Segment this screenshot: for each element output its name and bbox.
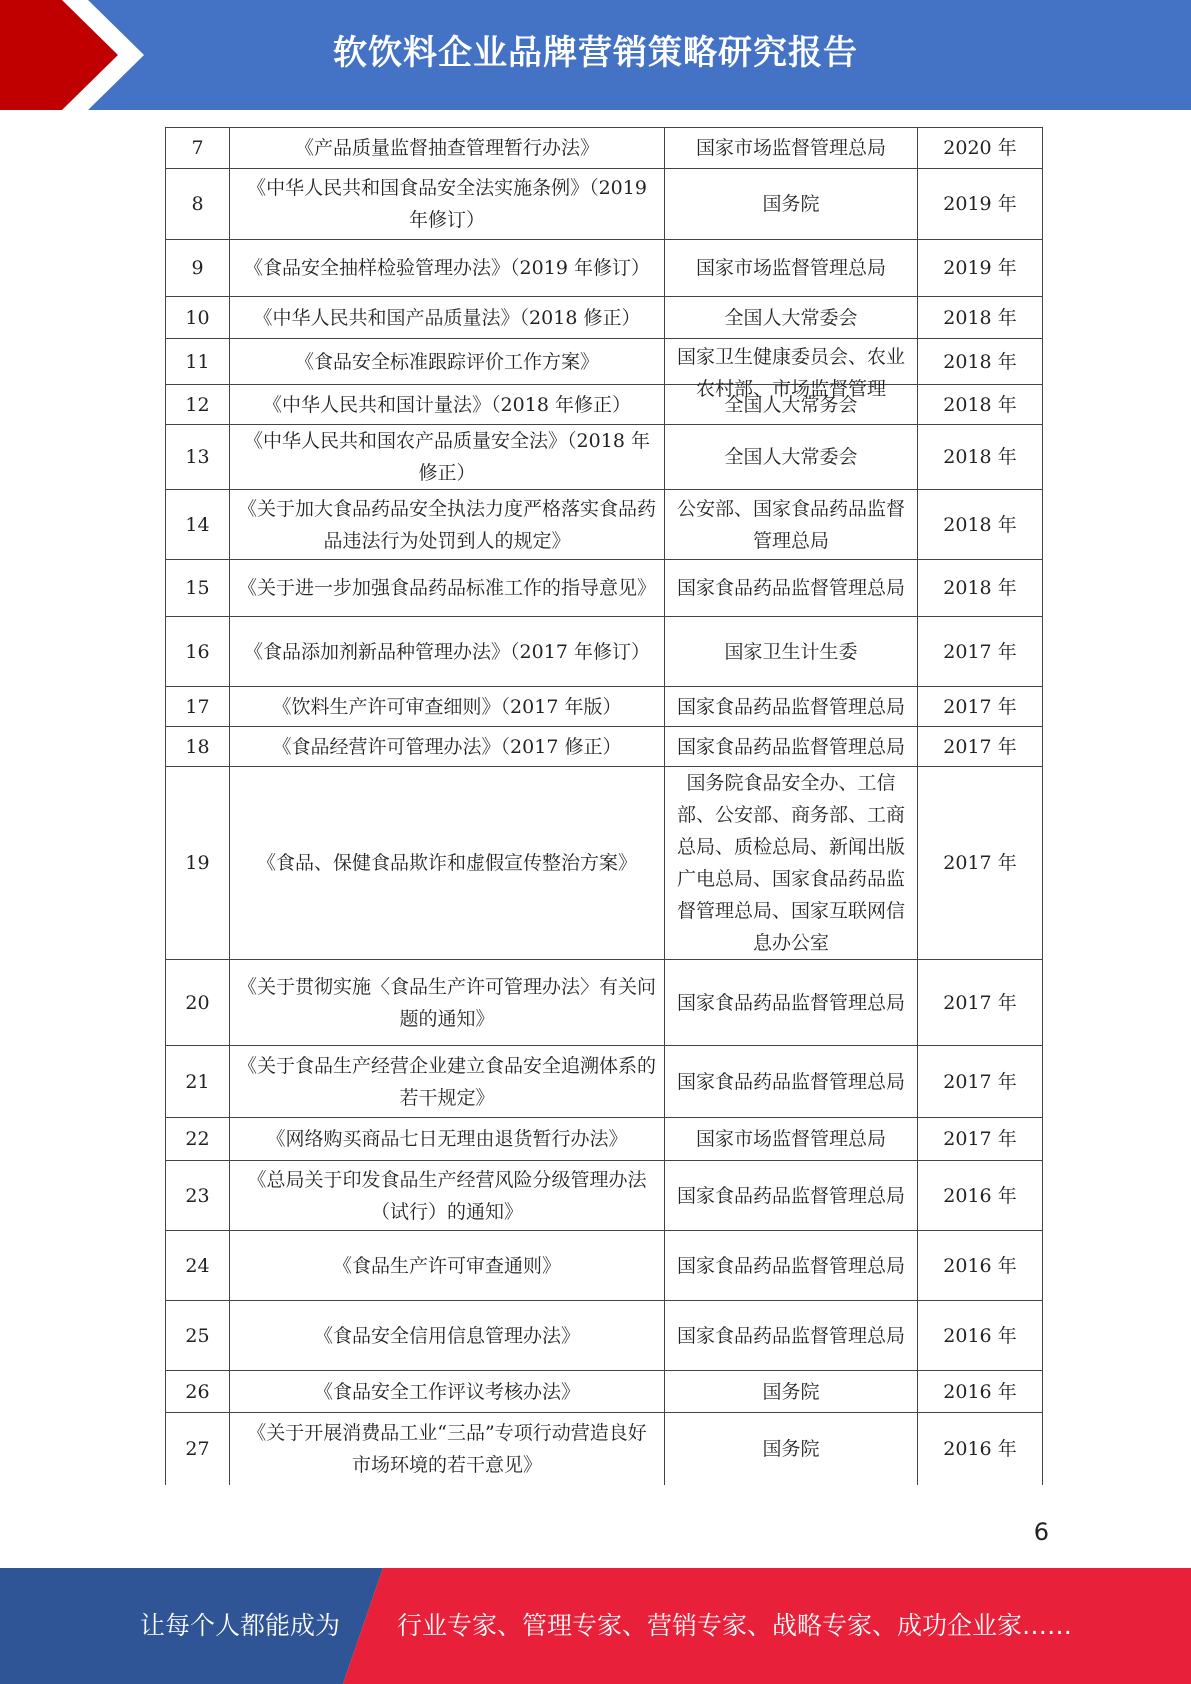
table-row	[166, 1118, 1043, 1161]
regulation-title: 《中华人民共和国产品质量法》（2018 修正）	[230, 297, 665, 339]
issue-year: 2017 年	[918, 1118, 1043, 1161]
table-row	[166, 169, 1043, 240]
row-number: 21	[166, 1046, 230, 1118]
row-number: 11	[166, 339, 230, 385]
table-row	[166, 560, 1043, 617]
row-number: 20	[166, 960, 230, 1046]
regulations-table-wrapper	[165, 127, 1026, 1485]
table-row	[166, 1371, 1043, 1413]
regulation-title: 《食品安全抽样检验管理办法》（2019 年修订）	[230, 240, 665, 297]
issue-year: 2016 年	[918, 1231, 1043, 1301]
regulation-title: 《食品生产许可审查通则》	[230, 1231, 665, 1301]
issuing-authority: 国务院	[665, 169, 918, 240]
table-row	[166, 128, 1043, 169]
issuing-authority: 国务院食品安全办、工信部、公安部、商务部、工商总局、质检总局、新闻出版广电总局、国家食品药品监督管理总局、国家互联网信息办公室	[665, 767, 918, 960]
issuing-authority: 国务院	[665, 1371, 918, 1413]
row-number: 17	[166, 687, 230, 727]
issuing-authority: 公安部、国家食品药品监督管理总局	[665, 490, 918, 560]
issue-year: 2017 年	[918, 617, 1043, 687]
issuing-authority: 国家食品药品监督管理总局	[665, 560, 918, 617]
row-number: 7	[166, 128, 230, 169]
issuing-authority: 国家市场监督管理总局	[665, 128, 918, 169]
row-number: 23	[166, 1161, 230, 1231]
table-row	[166, 425, 1043, 490]
issuing-authority-text: 国家食品药品监督管理总局	[676, 695, 905, 718]
regulation-title: 《中华人民共和国农产品质量安全法》（2018 年修正）	[230, 425, 665, 490]
issue-year: 2018 年	[918, 385, 1043, 425]
row-number: 18	[166, 727, 230, 767]
issuing-authority: 国家食品药品监督管理总局	[665, 1231, 918, 1301]
issue-year: 2018 年	[918, 339, 1043, 385]
issue-year: 2017 年	[918, 727, 1043, 767]
row-number: 27	[166, 1413, 230, 1485]
table-row	[166, 960, 1043, 1046]
issue-year: 2016 年	[918, 1371, 1043, 1413]
issue-year: 2018 年	[918, 560, 1043, 617]
regulation-title: 《食品、保健食品欺诈和虚假宣传整治方案》	[230, 767, 665, 960]
row-number: 10	[166, 297, 230, 339]
regulation-title: 《关于开展消费品工业“三品”专项行动营造良好市场环境的若干意见》	[230, 1413, 665, 1485]
issuing-authority-text: 国家卫生健康委员会、农业农村部、市场监督管理	[676, 345, 905, 400]
regulation-title: 《中华人民共和国计量法》（2018 年修正）	[230, 385, 665, 425]
regulation-title: 《产品质量监督抽查管理暂行办法》	[230, 128, 665, 169]
row-number: 12	[166, 385, 230, 425]
row-number: 13	[166, 425, 230, 490]
page-footer	[0, 1568, 1191, 1684]
table-row	[166, 687, 1043, 727]
regulation-title: 《食品经营许可管理办法》（2017 修正）	[230, 727, 665, 767]
regulation-title: 《食品安全信用信息管理办法》	[230, 1301, 665, 1371]
row-number: 15	[166, 560, 230, 617]
regulation-title: 《关于加大食品药品安全执法力度严格落实食品药品违法行为处罚到人的规定》	[230, 490, 665, 560]
row-number: 25	[166, 1301, 230, 1371]
issuing-authority: 国务院	[665, 1413, 918, 1485]
footer-slogan-left: 让每个人都能成为	[140, 1611, 341, 1640]
issue-year: 2017 年	[918, 687, 1043, 727]
regulation-title: 《饮料生产许可审查细则》（2017 年版）	[230, 687, 665, 727]
issuing-authority	[665, 727, 918, 767]
table-row	[166, 297, 1043, 339]
issuing-authority: 国家市场监督管理总局	[665, 1118, 918, 1161]
row-number: 9	[166, 240, 230, 297]
table-row	[166, 1231, 1043, 1301]
issue-year: 2016 年	[918, 1413, 1043, 1485]
issuing-authority-text: 国家食品药品监督管理总局	[676, 735, 905, 758]
issuing-authority: 全国人大常委会	[665, 297, 918, 339]
issuing-authority: 国家食品药品监督管理总局	[665, 1046, 918, 1118]
issuing-authority: 全国人大常委会	[665, 425, 918, 490]
issue-year: 2017 年	[918, 767, 1043, 960]
row-number: 14	[166, 490, 230, 560]
issuing-authority: 国家卫生计生委	[665, 617, 918, 687]
issuing-authority	[665, 687, 918, 727]
row-number: 8	[166, 169, 230, 240]
table-row	[166, 339, 1043, 385]
table-row	[166, 767, 1043, 960]
table-row	[166, 240, 1043, 297]
regulation-title: 《网络购买商品七日无理由退货暂行办法》	[230, 1118, 665, 1161]
page-title: 软饮料企业品牌营销策略研究报告	[333, 33, 858, 73]
regulation-title: 《关于贯彻实施〈食品生产许可管理办法〉有关问题的通知》	[230, 960, 665, 1046]
regulations-table	[165, 127, 1043, 1485]
regulation-title: 《食品安全工作评议考核办法》	[230, 1371, 665, 1413]
table-row	[166, 617, 1043, 687]
issue-year: 2016 年	[918, 1161, 1043, 1231]
regulation-title: 《关于进一步加强食品药品标准工作的指导意见》	[230, 560, 665, 617]
issue-year: 2020 年	[918, 128, 1043, 169]
regulation-title: 《总局关于印发食品生产经营风险分级管理办法（试行）的通知》	[230, 1161, 665, 1231]
issue-year: 2019 年	[918, 169, 1043, 240]
issuing-authority: 全国人大常务会	[665, 385, 918, 425]
issue-year: 2018 年	[918, 425, 1043, 490]
issuing-authority: 国家食品药品监督管理总局	[665, 960, 918, 1046]
row-number: 22	[166, 1118, 230, 1161]
page-header	[0, 0, 1191, 110]
row-number: 26	[166, 1371, 230, 1413]
issuing-authority: 国家食品药品监督管理总局	[665, 1301, 918, 1371]
regulation-title: 《食品安全标准跟踪评价工作方案》	[230, 339, 665, 385]
issue-year: 2018 年	[918, 490, 1043, 560]
issue-year: 2017 年	[918, 1046, 1043, 1118]
row-number: 24	[166, 1231, 230, 1301]
table-row	[166, 727, 1043, 767]
issue-year: 2016 年	[918, 1301, 1043, 1371]
table-row	[166, 490, 1043, 560]
issue-year: 2017 年	[918, 960, 1043, 1046]
regulation-title: 《关于食品生产经营企业建立食品安全追溯体系的若干规定》	[230, 1046, 665, 1118]
table-row	[166, 1413, 1043, 1485]
issue-year: 2018 年	[918, 297, 1043, 339]
row-number: 19	[166, 767, 230, 960]
table-row	[166, 1301, 1043, 1371]
table-row	[166, 385, 1043, 425]
issue-year: 2019 年	[918, 240, 1043, 297]
issuing-authority: 国家市场监督管理总局	[665, 240, 918, 297]
issuing-authority	[665, 339, 918, 400]
table-row	[166, 1046, 1043, 1118]
row-number: 16	[166, 617, 230, 687]
footer-slogan-right: 行业专家、管理专家、营销专家、战略专家、成功企业家……	[397, 1611, 1073, 1640]
page-number: 6	[1033, 1518, 1049, 1546]
regulation-title: 《中华人民共和国食品安全法实施条例》（2019 年修订）	[230, 169, 665, 240]
table-row	[166, 1161, 1043, 1231]
issuing-authority: 国家食品药品监督管理总局	[665, 1161, 918, 1231]
regulation-title: 《食品添加剂新品种管理办法》（2017 年修订）	[230, 617, 665, 687]
